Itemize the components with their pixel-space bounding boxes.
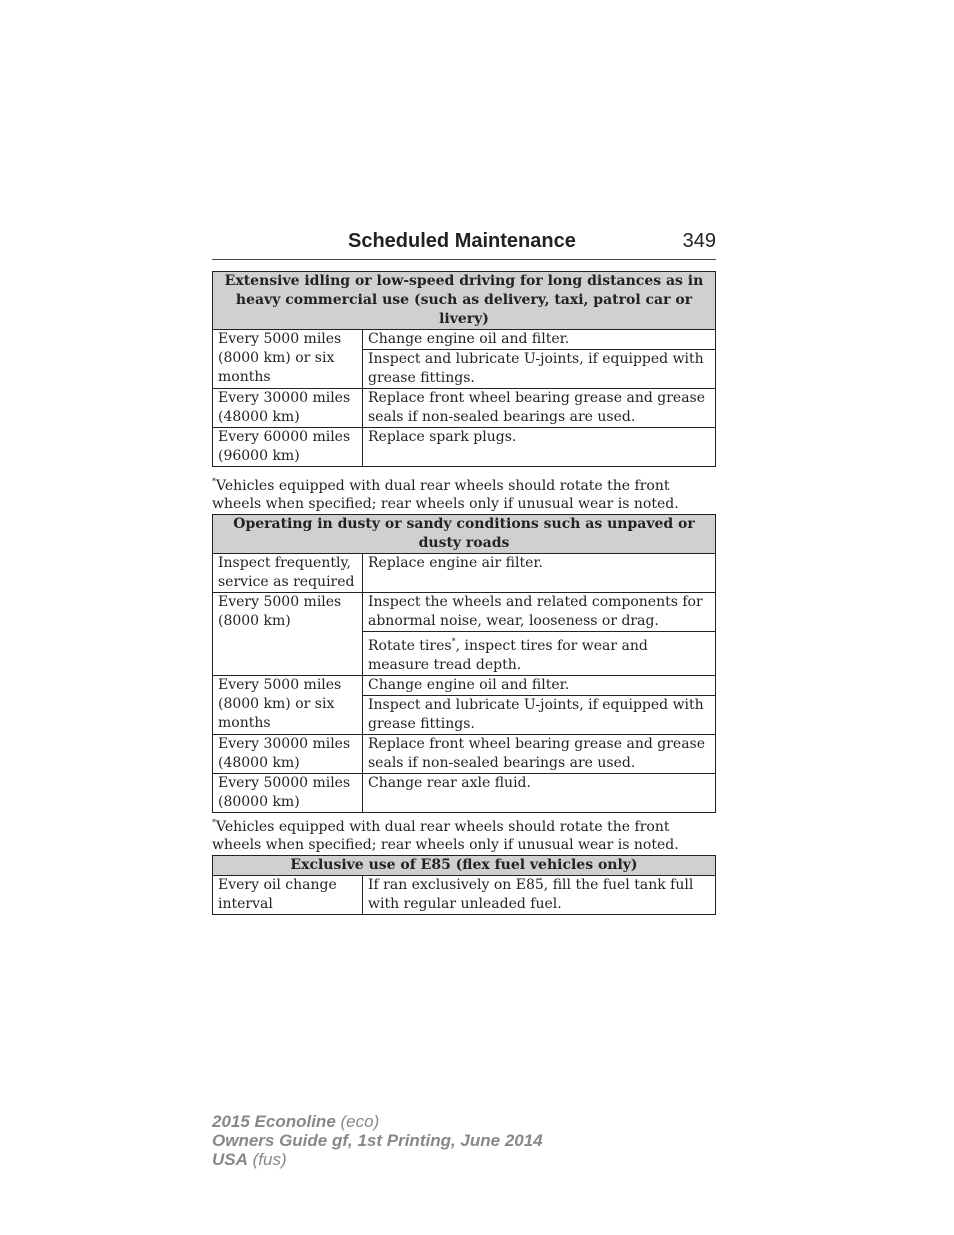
task-cell: Change rear axle fluid.: [363, 774, 716, 813]
vehicle-model: 2015 Econoline: [212, 1112, 336, 1131]
task-cell: Replace front wheel bearing grease and grease seals if non-sealed bearings are used.: [363, 735, 716, 774]
interval-cell: Every 30000 miles (48000 km): [213, 389, 363, 428]
page-header: [212, 229, 716, 260]
market: USA: [212, 1150, 248, 1169]
footnote-marker: *: [212, 818, 216, 827]
model-code: (eco): [340, 1112, 380, 1131]
interval-cell: Every 50000 miles (80000 km): [213, 774, 363, 813]
task-cell: [363, 632, 716, 676]
maintenance-table-e85: [212, 855, 716, 915]
footnote: [212, 814, 716, 854]
interval-cell: Inspect frequently, service as required: [213, 554, 363, 593]
task-cell: Change engine oil and filter.: [363, 676, 716, 696]
task-cell: Replace spark plugs.: [363, 428, 716, 467]
task-cell: Replace front wheel bearing grease and grease seals if non-sealed bearings are used.: [363, 389, 716, 428]
market-code: (fus): [252, 1150, 287, 1169]
interval-cell: Every 60000 miles (96000 km): [213, 428, 363, 467]
maintenance-table-idling: [212, 271, 716, 467]
section-title: Scheduled Maintenance: [348, 230, 576, 252]
task-cell: If ran exclusively on E85, fill the fuel tank full with regular unleaded fuel.: [363, 876, 716, 915]
footer-line: [212, 1131, 543, 1150]
table-heading: Exclusive use of E85 (flex fuel vehicles only): [213, 856, 716, 876]
task-text: Rotate tires: [368, 638, 452, 654]
page-footer: [212, 1112, 543, 1169]
footer-line: [212, 1150, 543, 1169]
interval-cell: Every 5000 miles (8000 km) or six months: [213, 676, 363, 735]
task-cell: Change engine oil and filter.: [363, 330, 716, 350]
table-heading: Extensive idling or low-speed driving for long distances as in heavy commercial use (such as delivery, taxi, patrol car or livery): [213, 272, 716, 330]
footnote-text: Vehicles equipped with dual rear wheels should rotate the front wheels when specified; rear wheels only if unusual wear is noted.: [212, 819, 679, 853]
interval-cell: Every 5000 miles (8000 km) or six months: [213, 330, 363, 389]
footer-line: [212, 1112, 543, 1131]
task-cell: Inspect the wheels and related components for abnormal noise, wear, looseness or drag.: [363, 593, 716, 632]
footnote-text: Vehicles equipped with dual rear wheels should rotate the front wheels when specified; rear wheels only if unusual wear is noted.: [212, 478, 679, 512]
interval-cell: Every 5000 miles (8000 km): [213, 593, 363, 676]
footnote: [212, 473, 716, 513]
footnote-marker: *: [451, 637, 456, 646]
interval-cell: Every 30000 miles (48000 km): [213, 735, 363, 774]
printing-info: Owners Guide gf, 1st Printing, June 2014: [212, 1131, 543, 1150]
table-heading: Operating in dusty or sandy conditions such as unpaved or dusty roads: [213, 515, 716, 554]
maintenance-table-dusty: [212, 514, 716, 813]
page-number: 349: [682, 230, 716, 252]
interval-cell: Every oil change interval: [213, 876, 363, 915]
task-cell: Replace engine air filter.: [363, 554, 716, 593]
task-cell: Inspect and lubricate U-joints, if equipped with grease fittings.: [363, 350, 716, 389]
task-text: , inspect tires for wear and measure tread depth.: [368, 638, 648, 673]
footnote-marker: *: [212, 477, 216, 486]
task-cell: Inspect and lubricate U-joints, if equipped with grease fittings.: [363, 696, 716, 735]
